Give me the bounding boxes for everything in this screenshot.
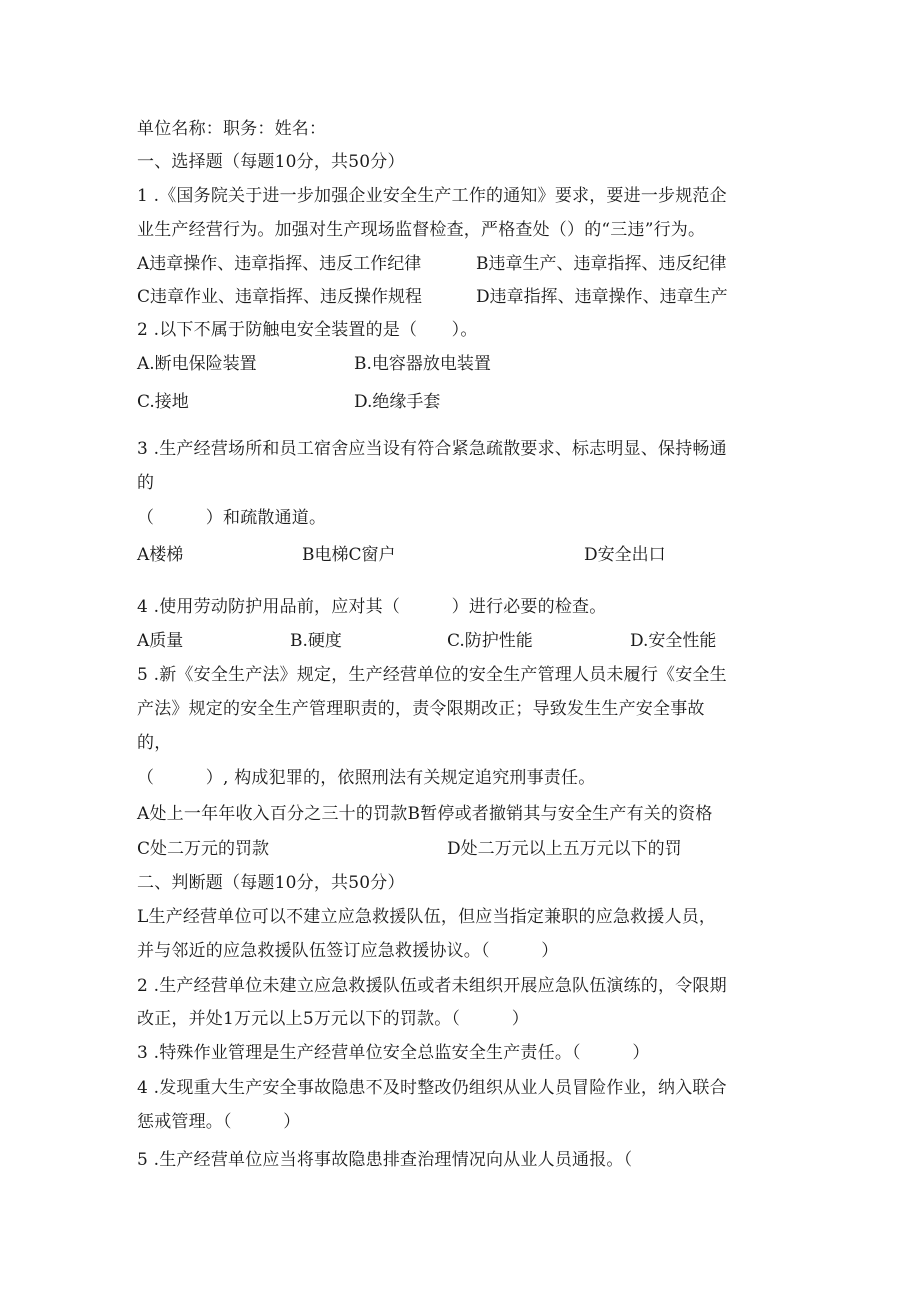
q5-option-c: C处二万元的罚款 [137, 839, 270, 859]
q1-option-b: B违章生产、违章指挥、违反纪律 [476, 254, 727, 274]
q3-option-d: D安全出口 [584, 545, 666, 565]
q2-option-a: A.断电保险装置 [137, 354, 257, 374]
tf4-line2: 惩戒管理。（ ） [137, 1112, 301, 1132]
q1-option-c: C违章作业、违章指挥、违反操作规程 [137, 287, 423, 307]
q2-option-c: C.接地 [137, 392, 189, 412]
section1-title: 一、选择题（每题10分，共50分） [137, 152, 405, 172]
q1-line2: 业生产经营行为。加强对生产现场监督检查，严格查处（）的“三违”行为。 [137, 220, 706, 240]
q4-option-a: A质量 [137, 631, 184, 651]
q1-option-d: D违章指挥、违章操作、违章生产 [476, 287, 728, 307]
tf5-line1: 5 .生产经营单位应当将事故隐患排查治理情况向从业人员通报。（ [137, 1150, 633, 1170]
q2-option-d: D.绝缘手套 [354, 392, 441, 412]
tf2-line2: 改正，并处1万元以上5万元以下的罚款。（ ） [137, 1009, 529, 1029]
q4-line1: 4 .使用劳动防护用品前，应对其（ ）进行必要的检查。 [137, 597, 607, 617]
tf3-line1: 3 .特殊作业管理是生产经营单位安全总监安全生产责任。（ ） [137, 1043, 650, 1063]
tf4-line1: 4 .发现重大生产安全事故隐患不及时整改仍组织从业人员冒险作业，纳入联合 [137, 1078, 727, 1098]
q1-line1: 1 .《国务院关于进一步加强企业安全生产工作的通知》要求，要进一步规范企 [137, 186, 727, 206]
q1-option-a: A违章操作、违章指挥、违反工作纪律 [137, 254, 422, 274]
q3-option-a: A楼梯 [137, 545, 184, 565]
q4-option-d: D.安全性能 [630, 631, 717, 651]
q3-line1: 3 .生产经营场所和员工宿舍应当设有符合紧急疏散要求、标志明显、保持畅通 [137, 439, 727, 459]
q4-option-c: C.防护性能 [447, 631, 533, 651]
q5-line3: 的， [137, 733, 172, 753]
q5-line2: 产法》规定的安全生产管理职责的，责令限期改正；导致发生生产安全事故 [137, 699, 705, 719]
tf1-line2: 并与邻近的应急救援队伍签订应急救援协议。（ ） [137, 941, 559, 961]
section2-title: 二、判断题（每题10分，共50分） [137, 873, 405, 893]
header-line: 单位名称：职务：姓名： [137, 119, 327, 139]
q5-line1: 5 .新《安全生产法》规定，生产经营单位的安全生产管理人员未履行《安全生 [137, 665, 727, 685]
q2-option-b: B.电容器放电装置 [354, 354, 491, 374]
q3-line2: 的 [137, 473, 155, 493]
q3-option-bc: B电梯C窗户 [302, 545, 396, 565]
q2-line1: 2 .以下不属于防触电安全装置的是（ ）。 [137, 320, 478, 340]
tf1-line1: L生产经营单位可以不建立应急救援队伍，但应当指定兼职的应急救援人员， [137, 907, 717, 927]
tf2-line1: 2 .生产经营单位未建立应急救援队伍或者未组织开展应急队伍演练的，令限期 [137, 976, 727, 996]
q5-line4: （ ）, 构成犯罪的，依照刑法有关规定追究刑事责任。 [137, 768, 596, 788]
q3-line3: （ ）和疏散通道。 [137, 508, 327, 528]
q5-option-d: D处二万元以上五万元以下的罚 [447, 839, 682, 859]
q4-option-b: B.硬度 [290, 631, 342, 651]
q5-option-ab: A处上一年年收入百分之三十的罚款B暂停或者撤销其与安全生产有关的资格 [137, 804, 713, 824]
